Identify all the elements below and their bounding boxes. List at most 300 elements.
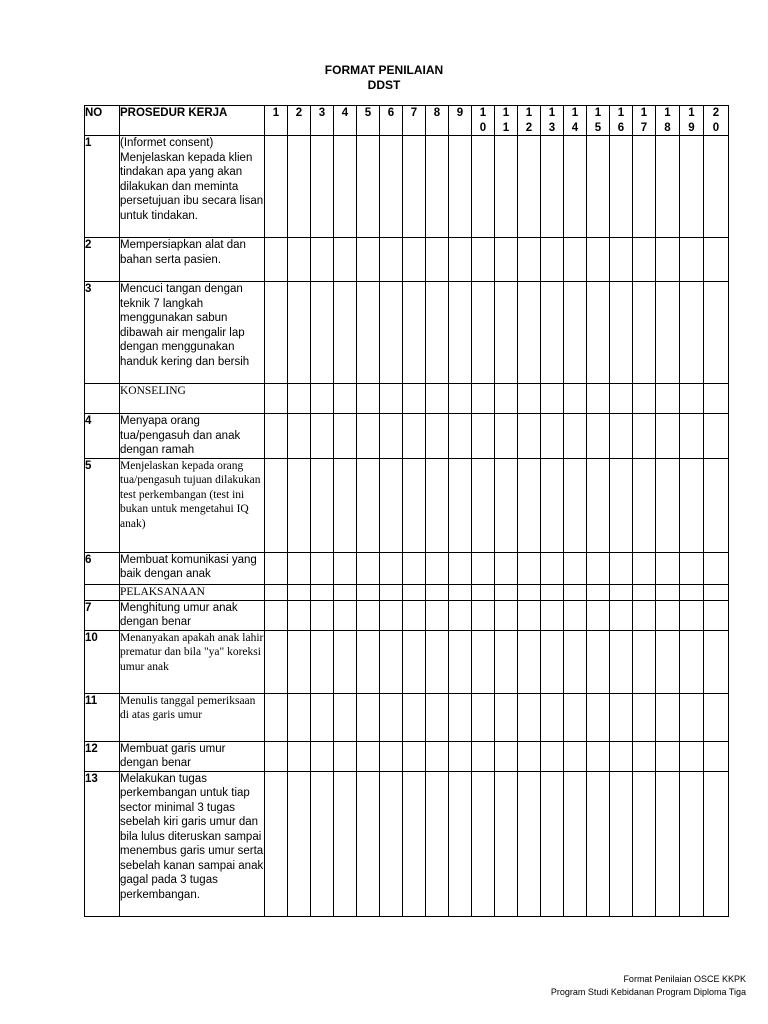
score-cell[interactable]: [311, 630, 334, 693]
score-cell[interactable]: [380, 771, 403, 916]
score-cell[interactable]: [311, 384, 334, 414]
score-cell[interactable]: [265, 741, 288, 771]
score-cell[interactable]: [265, 552, 288, 584]
header-score-digit: 5: [594, 121, 602, 134]
score-cell[interactable]: [334, 136, 357, 238]
procedure-text: Menanyakan apakah anak lahir prematur dan bila "ya" koreksi umur anak: [120, 630, 265, 693]
score-cell[interactable]: [680, 771, 704, 916]
score-cell[interactable]: [288, 384, 311, 414]
score-cell[interactable]: [403, 771, 426, 916]
score-cell[interactable]: [518, 584, 541, 600]
header-score-digit: 6: [617, 121, 625, 134]
score-cell[interactable]: [541, 741, 564, 771]
score-cell[interactable]: [587, 584, 610, 600]
score-cell[interactable]: [357, 693, 380, 741]
score-cell[interactable]: [704, 458, 729, 552]
score-cell[interactable]: [403, 414, 426, 459]
score-cell[interactable]: [265, 771, 288, 916]
score-cell[interactable]: [495, 552, 518, 584]
score-cell[interactable]: [311, 552, 334, 584]
score-cell[interactable]: [472, 136, 495, 238]
score-cell[interactable]: [426, 414, 449, 459]
score-cell[interactable]: [426, 693, 449, 741]
score-cell[interactable]: [633, 693, 656, 741]
score-cell[interactable]: [357, 282, 380, 384]
header-score-digit: 1: [664, 107, 671, 119]
score-cell[interactable]: [633, 630, 656, 693]
score-cell[interactable]: [633, 552, 656, 584]
score-cell[interactable]: [633, 458, 656, 552]
score-cell[interactable]: [541, 771, 564, 916]
score-cell[interactable]: [656, 600, 680, 630]
score-cell[interactable]: [610, 630, 633, 693]
score-cell[interactable]: [518, 384, 541, 414]
score-cell[interactable]: [265, 693, 288, 741]
score-cell[interactable]: [587, 771, 610, 916]
score-cell[interactable]: [656, 584, 680, 600]
score-cell[interactable]: [403, 552, 426, 584]
score-cell[interactable]: [656, 693, 680, 741]
table-row: [85, 771, 729, 916]
score-cell[interactable]: [541, 414, 564, 459]
score-cell[interactable]: [334, 458, 357, 552]
score-cell[interactable]: [564, 693, 587, 741]
score-cell[interactable]: [564, 384, 587, 414]
header-score-digit: 9: [688, 121, 695, 134]
score-cell[interactable]: [265, 584, 288, 600]
score-cell[interactable]: [564, 458, 587, 552]
score-cell[interactable]: [518, 693, 541, 741]
score-cell[interactable]: [633, 414, 656, 459]
score-cell[interactable]: [380, 693, 403, 741]
score-cell[interactable]: [541, 600, 564, 630]
header-score-digit: 1: [640, 107, 648, 119]
score-cell[interactable]: [518, 600, 541, 630]
assessment-table: [84, 105, 729, 917]
score-cell[interactable]: [357, 238, 380, 282]
score-cell[interactable]: [495, 384, 518, 414]
score-cell[interactable]: [288, 552, 311, 584]
score-cell[interactable]: [449, 136, 472, 238]
score-cell[interactable]: [288, 414, 311, 459]
score-cell[interactable]: [288, 282, 311, 384]
score-cell[interactable]: [472, 414, 495, 459]
score-cell[interactable]: [403, 384, 426, 414]
score-cell[interactable]: [403, 693, 426, 741]
score-cell[interactable]: [541, 630, 564, 693]
score-cell[interactable]: [357, 600, 380, 630]
score-cell[interactable]: [380, 552, 403, 584]
score-cell[interactable]: [495, 771, 518, 916]
score-cell[interactable]: [704, 741, 729, 771]
score-cell[interactable]: [334, 771, 357, 916]
header-score-digit: 9: [456, 107, 464, 119]
score-cell[interactable]: [541, 693, 564, 741]
score-cell[interactable]: [311, 771, 334, 916]
score-cell[interactable]: [357, 584, 380, 600]
score-cell[interactable]: [380, 741, 403, 771]
score-cell[interactable]: [680, 600, 704, 630]
footer-line-2: Program Studi Kebidanan Program Diploma Tiga: [550, 987, 746, 997]
score-cell[interactable]: [541, 238, 564, 282]
score-cell[interactable]: [311, 136, 334, 238]
score-cell[interactable]: [680, 136, 704, 238]
score-cell[interactable]: [518, 741, 541, 771]
row-number: 10: [85, 630, 120, 693]
score-cell[interactable]: [334, 600, 357, 630]
score-cell[interactable]: [680, 238, 704, 282]
score-cell[interactable]: [541, 458, 564, 552]
score-cell[interactable]: [564, 552, 587, 584]
score-cell[interactable]: [426, 282, 449, 384]
score-cell[interactable]: [380, 458, 403, 552]
score-cell[interactable]: [288, 600, 311, 630]
score-cell[interactable]: [472, 584, 495, 600]
score-cell[interactable]: [449, 414, 472, 459]
score-cell[interactable]: [426, 600, 449, 630]
score-cell[interactable]: [403, 584, 426, 600]
score-cell[interactable]: [311, 741, 334, 771]
header-score-column: [449, 106, 472, 136]
score-cell[interactable]: [472, 458, 495, 552]
procedure-text: Mencuci tangan dengan teknik 7 langkah menggunakan sabun dibawah air mengalir lap dengan menggunakan handuk kering dan bersih: [120, 282, 265, 384]
score-cell[interactable]: [680, 693, 704, 741]
score-cell[interactable]: [403, 282, 426, 384]
score-cell[interactable]: [610, 552, 633, 584]
table-row: [85, 282, 729, 384]
score-cell[interactable]: [426, 552, 449, 584]
score-cell[interactable]: [518, 136, 541, 238]
score-cell[interactable]: [610, 136, 633, 238]
score-cell[interactable]: [357, 741, 380, 771]
score-cell[interactable]: [518, 458, 541, 552]
score-cell[interactable]: [472, 630, 495, 693]
score-cell[interactable]: [633, 136, 656, 238]
score-cell[interactable]: [680, 741, 704, 771]
score-cell[interactable]: [403, 136, 426, 238]
score-cell[interactable]: [587, 136, 610, 238]
score-cell[interactable]: [704, 414, 729, 459]
document-title: [0, 63, 768, 93]
score-cell[interactable]: [449, 693, 472, 741]
score-cell[interactable]: [472, 282, 495, 384]
header-score-digit: 1: [548, 107, 556, 119]
score-cell[interactable]: [449, 584, 472, 600]
score-cell[interactable]: [288, 771, 311, 916]
score-cell[interactable]: [334, 630, 357, 693]
score-cell[interactable]: [587, 458, 610, 552]
score-cell[interactable]: [426, 630, 449, 693]
score-cell[interactable]: [449, 600, 472, 630]
score-cell[interactable]: [495, 238, 518, 282]
score-cell[interactable]: [265, 282, 288, 384]
score-cell[interactable]: [311, 584, 334, 600]
score-cell[interactable]: [564, 630, 587, 693]
score-cell[interactable]: [265, 384, 288, 414]
score-cell[interactable]: [380, 584, 403, 600]
score-cell[interactable]: [426, 771, 449, 916]
procedure-text: Membuat garis umur dengan benar: [120, 741, 265, 771]
score-cell[interactable]: [610, 282, 633, 384]
score-cell[interactable]: [380, 600, 403, 630]
score-cell[interactable]: [495, 741, 518, 771]
score-cell[interactable]: [587, 741, 610, 771]
score-cell[interactable]: [518, 771, 541, 916]
score-cell[interactable]: [656, 414, 680, 459]
score-cell[interactable]: [610, 600, 633, 630]
score-cell[interactable]: [403, 741, 426, 771]
score-cell[interactable]: [426, 741, 449, 771]
score-cell[interactable]: [334, 552, 357, 584]
score-cell[interactable]: [541, 584, 564, 600]
score-cell[interactable]: [495, 458, 518, 552]
score-cell[interactable]: [380, 630, 403, 693]
score-cell[interactable]: [472, 384, 495, 414]
score-cell[interactable]: [495, 693, 518, 741]
score-cell[interactable]: [656, 771, 680, 916]
score-cell[interactable]: [518, 414, 541, 459]
score-cell[interactable]: [633, 741, 656, 771]
score-cell[interactable]: [426, 238, 449, 282]
score-cell[interactable]: [449, 630, 472, 693]
score-cell[interactable]: [656, 552, 680, 584]
procedure-text: Menulis tanggal pemeriksaan di atas garis umur: [120, 693, 265, 741]
score-cell[interactable]: [311, 458, 334, 552]
score-cell[interactable]: [357, 552, 380, 584]
score-cell[interactable]: [288, 238, 311, 282]
score-cell[interactable]: [704, 584, 729, 600]
score-cell[interactable]: [587, 414, 610, 459]
score-cell[interactable]: [564, 282, 587, 384]
score-cell[interactable]: [449, 741, 472, 771]
score-cell[interactable]: [472, 238, 495, 282]
score-cell[interactable]: [680, 282, 704, 384]
score-cell[interactable]: [564, 414, 587, 459]
score-cell[interactable]: [357, 630, 380, 693]
header-score-digit: 1: [479, 107, 487, 119]
score-cell[interactable]: [357, 136, 380, 238]
score-cell[interactable]: [518, 552, 541, 584]
score-cell[interactable]: [380, 238, 403, 282]
score-cell[interactable]: [311, 238, 334, 282]
score-cell[interactable]: [541, 552, 564, 584]
table-row: [85, 630, 729, 693]
score-cell[interactable]: [472, 693, 495, 741]
score-cell[interactable]: [656, 282, 680, 384]
score-cell[interactable]: [495, 630, 518, 693]
header-score-digit: 8: [664, 121, 671, 134]
score-cell[interactable]: [587, 600, 610, 630]
score-cell[interactable]: [704, 136, 729, 238]
score-cell[interactable]: [704, 552, 729, 584]
score-cell[interactable]: [587, 238, 610, 282]
procedure-text: Mempersiapkan alat dan bahan serta pasien.: [120, 238, 265, 282]
score-cell[interactable]: [311, 693, 334, 741]
score-cell[interactable]: [472, 552, 495, 584]
score-cell[interactable]: [472, 741, 495, 771]
score-cell[interactable]: [610, 584, 633, 600]
score-cell[interactable]: [610, 458, 633, 552]
score-cell[interactable]: [656, 630, 680, 693]
score-cell[interactable]: [564, 741, 587, 771]
score-cell[interactable]: [656, 384, 680, 414]
score-cell[interactable]: [334, 238, 357, 282]
score-cell[interactable]: [680, 414, 704, 459]
score-cell[interactable]: [311, 600, 334, 630]
score-cell[interactable]: [426, 458, 449, 552]
header-score-digit: 1: [502, 107, 510, 119]
score-cell[interactable]: [564, 238, 587, 282]
header-score-column: [656, 106, 680, 136]
header-score-digit: 1: [688, 107, 695, 119]
score-cell[interactable]: [288, 630, 311, 693]
score-cell[interactable]: [265, 136, 288, 238]
score-cell[interactable]: [587, 384, 610, 414]
score-cell[interactable]: [610, 384, 633, 414]
score-cell[interactable]: [357, 458, 380, 552]
score-cell[interactable]: [680, 630, 704, 693]
score-cell[interactable]: [288, 584, 311, 600]
score-cell[interactable]: [495, 282, 518, 384]
score-cell[interactable]: [380, 384, 403, 414]
score-cell[interactable]: [610, 414, 633, 459]
score-cell[interactable]: [564, 136, 587, 238]
score-cell[interactable]: [610, 238, 633, 282]
score-cell[interactable]: [704, 384, 729, 414]
score-cell[interactable]: [704, 771, 729, 916]
score-cell[interactable]: [704, 693, 729, 741]
score-cell[interactable]: [449, 552, 472, 584]
procedure-text: Membuat komunikasi yang baik dengan anak: [120, 552, 265, 584]
score-cell[interactable]: [518, 630, 541, 693]
score-cell[interactable]: [495, 584, 518, 600]
score-cell[interactable]: [288, 693, 311, 741]
score-cell[interactable]: [472, 600, 495, 630]
score-cell[interactable]: [426, 136, 449, 238]
header-score-digit: 5: [364, 107, 372, 119]
score-cell[interactable]: [633, 584, 656, 600]
score-cell[interactable]: [334, 282, 357, 384]
score-cell[interactable]: [704, 282, 729, 384]
score-cell[interactable]: [587, 630, 610, 693]
score-cell[interactable]: [334, 693, 357, 741]
score-cell[interactable]: [656, 741, 680, 771]
table-row: [85, 584, 729, 600]
score-cell[interactable]: [680, 584, 704, 600]
score-cell[interactable]: [357, 414, 380, 459]
score-cell[interactable]: [633, 384, 656, 414]
score-cell[interactable]: [495, 136, 518, 238]
score-cell[interactable]: [334, 414, 357, 459]
header-score-column: [288, 106, 311, 136]
header-score-digit: 7: [410, 107, 418, 119]
score-cell[interactable]: [472, 771, 495, 916]
score-cell[interactable]: [656, 238, 680, 282]
score-cell[interactable]: [334, 584, 357, 600]
score-cell[interactable]: [357, 771, 380, 916]
header-score-column: [680, 106, 704, 136]
score-cell[interactable]: [633, 600, 656, 630]
score-cell[interactable]: [426, 584, 449, 600]
row-number: [85, 384, 120, 414]
score-cell[interactable]: [564, 584, 587, 600]
score-cell[interactable]: [633, 282, 656, 384]
header-score-column: [472, 106, 495, 136]
score-cell[interactable]: [518, 282, 541, 384]
header-score-column: [564, 106, 587, 136]
score-cell[interactable]: [311, 414, 334, 459]
score-cell[interactable]: [587, 552, 610, 584]
score-cell[interactable]: [265, 458, 288, 552]
score-cell[interactable]: [656, 458, 680, 552]
score-cell[interactable]: [334, 384, 357, 414]
score-cell[interactable]: [587, 282, 610, 384]
score-cell[interactable]: [449, 282, 472, 384]
score-cell[interactable]: [704, 600, 729, 630]
header-score-digit: 6: [387, 107, 395, 119]
score-cell[interactable]: [288, 458, 311, 552]
score-cell[interactable]: [633, 771, 656, 916]
score-cell[interactable]: [680, 458, 704, 552]
score-cell[interactable]: [587, 693, 610, 741]
table-row: [85, 741, 729, 771]
score-cell[interactable]: [380, 414, 403, 459]
score-cell[interactable]: [311, 282, 334, 384]
score-cell[interactable]: [564, 600, 587, 630]
score-cell[interactable]: [357, 384, 380, 414]
score-cell[interactable]: [265, 238, 288, 282]
table-row: [85, 238, 729, 282]
procedure-text: Menyapa orang tua/pengasuh dan anak dengan ramah: [120, 414, 265, 459]
score-cell[interactable]: [288, 741, 311, 771]
score-cell[interactable]: [288, 136, 311, 238]
score-cell[interactable]: [426, 384, 449, 414]
score-cell[interactable]: [541, 384, 564, 414]
score-cell[interactable]: [610, 741, 633, 771]
score-cell[interactable]: [610, 693, 633, 741]
score-cell[interactable]: [704, 238, 729, 282]
row-number: 2: [85, 238, 120, 282]
score-cell[interactable]: [495, 414, 518, 459]
score-cell[interactable]: [403, 238, 426, 282]
score-cell[interactable]: [449, 771, 472, 916]
score-cell[interactable]: [403, 600, 426, 630]
score-cell[interactable]: [449, 238, 472, 282]
score-cell[interactable]: [518, 238, 541, 282]
score-cell[interactable]: [265, 600, 288, 630]
score-cell[interactable]: [380, 136, 403, 238]
score-cell[interactable]: [610, 771, 633, 916]
score-cell[interactable]: [334, 741, 357, 771]
score-cell[interactable]: [656, 136, 680, 238]
score-cell[interactable]: [541, 136, 564, 238]
score-cell[interactable]: [403, 458, 426, 552]
score-cell[interactable]: [680, 384, 704, 414]
score-cell[interactable]: [541, 282, 564, 384]
score-cell[interactable]: [704, 630, 729, 693]
score-cell[interactable]: [633, 238, 656, 282]
score-cell[interactable]: [495, 600, 518, 630]
score-cell[interactable]: [449, 458, 472, 552]
score-cell[interactable]: [403, 630, 426, 693]
score-cell[interactable]: [449, 384, 472, 414]
score-cell[interactable]: [680, 552, 704, 584]
score-cell[interactable]: [265, 630, 288, 693]
score-cell[interactable]: [265, 414, 288, 459]
score-cell[interactable]: [380, 282, 403, 384]
score-cell[interactable]: [564, 771, 587, 916]
header-score-digit: 1: [502, 121, 510, 134]
